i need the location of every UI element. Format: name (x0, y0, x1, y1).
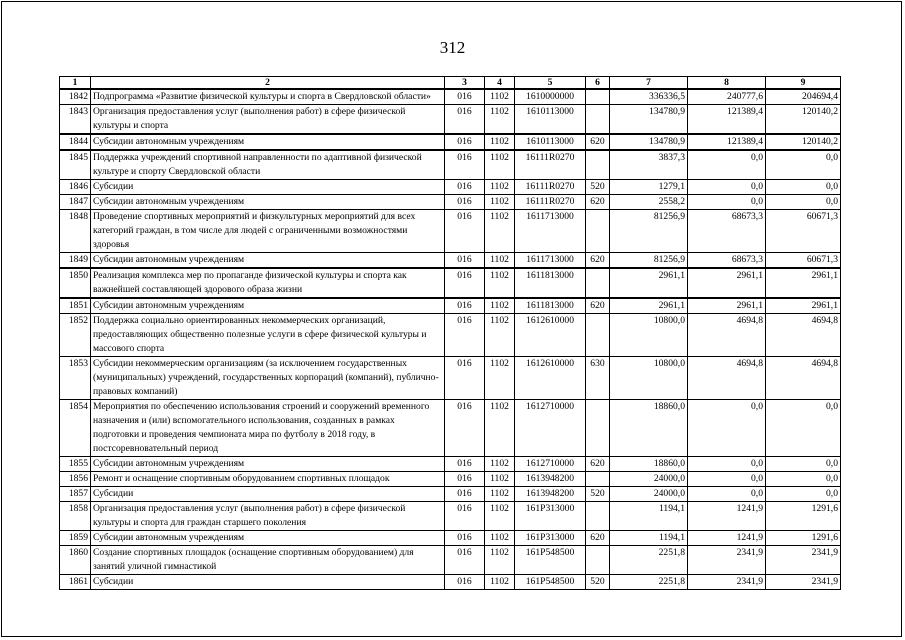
table-row (60, 150, 841, 180)
budget-table (59, 76, 841, 590)
table-row (60, 457, 841, 472)
amount-year2-cell: 0,0 (688, 180, 766, 195)
row-number-cell: 1853 (60, 357, 91, 400)
row-name-cell: Субсидии автономным учреждениям (91, 457, 445, 472)
amount-year1-cell: 134780,9 (610, 134, 688, 150)
section-code-cell: 1102 (485, 531, 515, 546)
row-name-cell: Субсидии автономным учреждениям (91, 253, 445, 269)
table-row (60, 357, 841, 400)
amount-year2-cell: 1241,9 (688, 531, 766, 546)
expense-type-cell: 620 (586, 457, 610, 472)
amount-year1-cell: 2961,1 (610, 298, 688, 314)
section-code-cell: 1102 (485, 487, 515, 502)
table-row (60, 180, 841, 195)
header-cell: 1 (60, 77, 91, 90)
expense-type-cell: 520 (586, 575, 610, 590)
amount-year1-cell: 1279,1 (610, 180, 688, 195)
target-article-cell: 16111R0270 (515, 150, 586, 180)
amount-year3-cell: 0,0 (766, 487, 841, 502)
amount-year2-cell: 0,0 (688, 457, 766, 472)
target-article-cell: 1610113000 (515, 105, 586, 135)
row-number-cell: 1859 (60, 531, 91, 546)
row-number-cell: 1856 (60, 472, 91, 487)
amount-year1-cell: 24000,0 (610, 472, 688, 487)
target-article-cell: 1611813000 (515, 298, 586, 314)
amount-year3-cell: 1291,6 (766, 531, 841, 546)
amount-year1-cell: 2558,2 (610, 195, 688, 210)
expense-type-cell: 620 (586, 134, 610, 150)
amount-year1-cell: 10800,0 (610, 357, 688, 400)
ministry-code-cell: 016 (445, 105, 485, 135)
row-name-cell: Поддержка учреждений спортивной направленности по адаптивной физической культуре и спорту Свердловской области (91, 150, 445, 180)
row-name-cell: Реализация комплекса мер по пропаганде физической культуры и спорта как важнейшей составляющей здорового образа жизни (91, 268, 445, 298)
row-number-cell: 1846 (60, 180, 91, 195)
row-number-cell: 1861 (60, 575, 91, 590)
row-number-cell: 1851 (60, 298, 91, 314)
expense-type-cell: 520 (586, 180, 610, 195)
section-code-cell: 1102 (485, 134, 515, 150)
header-cell: 4 (485, 77, 515, 90)
amount-year1-cell: 1194,1 (610, 502, 688, 531)
row-name-cell: Субсидии автономным учреждениям (91, 134, 445, 150)
row-name-cell: Проведение спортивных мероприятий и физкультурных мероприятий для всех категорий граждан, в том числе для людей с ограниченными возможностями здоровья (91, 210, 445, 253)
section-code-cell: 1102 (485, 575, 515, 590)
amount-year2-cell: 0,0 (688, 400, 766, 457)
amount-year2-cell: 1241,9 (688, 502, 766, 531)
target-article-cell: 16111R0270 (515, 180, 586, 195)
amount-year3-cell: 60671,3 (766, 253, 841, 269)
expense-type-cell (586, 268, 610, 298)
row-name-cell: Ремонт и оснащение спортивным оборудованием спортивных площадок (91, 472, 445, 487)
amount-year3-cell: 2961,1 (766, 268, 841, 298)
amount-year3-cell: 0,0 (766, 195, 841, 210)
amount-year1-cell: 18860,0 (610, 400, 688, 457)
row-name-cell: Субсидии автономным учреждениям (91, 195, 445, 210)
expense-type-cell (586, 546, 610, 575)
target-article-cell: 1611813000 (515, 268, 586, 298)
amount-year3-cell: 2961,1 (766, 298, 841, 314)
row-number-cell: 1857 (60, 487, 91, 502)
ministry-code-cell: 016 (445, 195, 485, 210)
row-number-cell: 1858 (60, 502, 91, 531)
header-cell: 9 (766, 77, 841, 90)
section-code-cell: 1102 (485, 502, 515, 531)
target-article-cell: 1612710000 (515, 457, 586, 472)
row-number-cell: 1845 (60, 150, 91, 180)
header-cell: 5 (515, 77, 586, 90)
amount-year2-cell: 121389,4 (688, 105, 766, 135)
expense-type-cell: 620 (586, 253, 610, 269)
row-number-cell: 1850 (60, 268, 91, 298)
amount-year2-cell: 2341,9 (688, 546, 766, 575)
amount-year2-cell: 68673,3 (688, 210, 766, 253)
amount-year2-cell: 121389,4 (688, 134, 766, 150)
row-number-cell: 1843 (60, 105, 91, 135)
ministry-code-cell: 016 (445, 298, 485, 314)
amount-year3-cell: 0,0 (766, 180, 841, 195)
target-article-cell: 161P313000 (515, 502, 586, 531)
section-code-cell: 1102 (485, 298, 515, 314)
amount-year2-cell: 0,0 (688, 150, 766, 180)
amount-year3-cell: 4694,8 (766, 314, 841, 357)
table-row (60, 314, 841, 357)
table-row (60, 268, 841, 298)
section-code-cell: 1102 (485, 180, 515, 195)
section-code-cell: 1102 (485, 400, 515, 457)
expense-type-cell: 520 (586, 487, 610, 502)
target-article-cell: 1612610000 (515, 314, 586, 357)
target-article-cell: 161P548500 (515, 575, 586, 590)
target-article-cell: 1611713000 (515, 253, 586, 269)
page-number: 312 (439, 38, 466, 57)
ministry-code-cell: 016 (445, 400, 485, 457)
row-number-cell: 1847 (60, 195, 91, 210)
section-code-cell: 1102 (485, 195, 515, 210)
ministry-code-cell: 016 (445, 502, 485, 531)
row-name-cell: Мероприятия по обеспечению использования строений и сооружений временного назначения и (или) вспомогательного использования, созданных в рамках подготовки и проведения чемпионата мира по футболу в 2018 году, в постсоревновательный период (91, 400, 445, 457)
header-cell: 3 (445, 77, 485, 90)
header-cell: 6 (586, 77, 610, 90)
amount-year3-cell: 120140,2 (766, 134, 841, 150)
table-row (60, 210, 841, 253)
amount-year1-cell: 134780,9 (610, 105, 688, 135)
header-cell: 8 (688, 77, 766, 90)
row-name-cell: Субсидии (91, 487, 445, 502)
table-row (60, 487, 841, 502)
target-article-cell: 1612610000 (515, 357, 586, 400)
amount-year1-cell: 1194,1 (610, 531, 688, 546)
amount-year3-cell: 2341,9 (766, 575, 841, 590)
row-name-cell: Субсидии автономным учреждениям (91, 531, 445, 546)
row-name-cell: Подпрограмма «Развитие физической культуры и спорта в Свердловской области» (91, 89, 445, 105)
row-name-cell: Создание спортивных площадок (оснащение спортивным оборудованием) для занятий уличной гимнастикой (91, 546, 445, 575)
section-code-cell: 1102 (485, 105, 515, 135)
amount-year3-cell: 2341,9 (766, 546, 841, 575)
amount-year3-cell: 0,0 (766, 400, 841, 457)
row-name-cell: Субсидии (91, 575, 445, 590)
expense-type-cell (586, 210, 610, 253)
ministry-code-cell: 016 (445, 253, 485, 269)
ministry-code-cell: 016 (445, 210, 485, 253)
expense-type-cell (586, 150, 610, 180)
ministry-code-cell: 016 (445, 89, 485, 105)
amount-year3-cell: 4694,8 (766, 357, 841, 400)
table-row (60, 298, 841, 314)
amount-year1-cell: 3837,3 (610, 150, 688, 180)
header-cell: 2 (91, 77, 445, 90)
table-row (60, 575, 841, 590)
amount-year3-cell: 0,0 (766, 457, 841, 472)
amount-year1-cell: 2251,8 (610, 546, 688, 575)
table-row (60, 134, 841, 150)
ministry-code-cell: 016 (445, 180, 485, 195)
amount-year2-cell: 240777,6 (688, 89, 766, 105)
amount-year2-cell: 0,0 (688, 195, 766, 210)
expense-type-cell: 620 (586, 195, 610, 210)
expense-type-cell: 620 (586, 298, 610, 314)
ministry-code-cell: 016 (445, 531, 485, 546)
row-number-cell: 1855 (60, 457, 91, 472)
section-code-cell: 1102 (485, 314, 515, 357)
section-code-cell: 1102 (485, 457, 515, 472)
table-row (60, 89, 841, 105)
table-row (60, 546, 841, 575)
row-name-cell: Организация предоставления услуг (выполнения работ) в сфере физической культуры и спорта для граждан старшего поколения (91, 502, 445, 531)
row-name-cell: Субсидии автономным учреждениям (91, 298, 445, 314)
ministry-code-cell: 016 (445, 575, 485, 590)
amount-year2-cell: 4694,8 (688, 357, 766, 400)
ministry-code-cell: 016 (445, 472, 485, 487)
amount-year3-cell: 1291,6 (766, 502, 841, 531)
target-article-cell: 1610113000 (515, 134, 586, 150)
ministry-code-cell: 016 (445, 487, 485, 502)
expense-type-cell (586, 400, 610, 457)
expense-type-cell (586, 89, 610, 105)
row-name-cell: Субсидии (91, 180, 445, 195)
amount-year1-cell: 336336,5 (610, 89, 688, 105)
section-code-cell: 1102 (485, 472, 515, 487)
amount-year1-cell: 2961,1 (610, 268, 688, 298)
row-name-cell: Организация предоставления услуг (выполнения работ) в сфере физической культуры и спорта (91, 105, 445, 135)
section-code-cell: 1102 (485, 150, 515, 180)
amount-year2-cell: 68673,3 (688, 253, 766, 269)
row-number-cell: 1844 (60, 134, 91, 150)
target-article-cell: 161P548500 (515, 546, 586, 575)
amount-year1-cell: 2251,8 (610, 575, 688, 590)
table-row (60, 531, 841, 546)
ministry-code-cell: 016 (445, 314, 485, 357)
amount-year3-cell: 0,0 (766, 150, 841, 180)
target-article-cell: 1610000000 (515, 89, 586, 105)
row-number-cell: 1849 (60, 253, 91, 269)
amount-year3-cell: 0,0 (766, 472, 841, 487)
amount-year2-cell: 2341,9 (688, 575, 766, 590)
amount-year3-cell: 120140,2 (766, 105, 841, 135)
row-number-cell: 1848 (60, 210, 91, 253)
expense-type-cell: 620 (586, 531, 610, 546)
amount-year1-cell: 81256,9 (610, 210, 688, 253)
expense-type-cell (586, 314, 610, 357)
amount-year2-cell: 2961,1 (688, 268, 766, 298)
amount-year3-cell: 204694,4 (766, 89, 841, 105)
row-number-cell: 1860 (60, 546, 91, 575)
expense-type-cell (586, 502, 610, 531)
target-article-cell: 1611713000 (515, 210, 586, 253)
table-row (60, 105, 841, 135)
expense-type-cell (586, 105, 610, 135)
amount-year2-cell: 0,0 (688, 487, 766, 502)
target-article-cell: 1613948200 (515, 472, 586, 487)
header-row (60, 77, 841, 90)
table-row (60, 400, 841, 457)
ministry-code-cell: 016 (445, 546, 485, 575)
row-number-cell: 1854 (60, 400, 91, 457)
ministry-code-cell: 016 (445, 268, 485, 298)
section-code-cell: 1102 (485, 253, 515, 269)
ministry-code-cell: 016 (445, 457, 485, 472)
row-number-cell: 1842 (60, 89, 91, 105)
table-row (60, 195, 841, 210)
section-code-cell: 1102 (485, 546, 515, 575)
ministry-code-cell: 016 (445, 134, 485, 150)
target-article-cell: 1613948200 (515, 487, 586, 502)
section-code-cell: 1102 (485, 210, 515, 253)
header-cell: 7 (610, 77, 688, 90)
table-row (60, 253, 841, 269)
target-article-cell: 1612710000 (515, 400, 586, 457)
section-code-cell: 1102 (485, 89, 515, 105)
expense-type-cell (586, 472, 610, 487)
ministry-code-cell: 016 (445, 150, 485, 180)
amount-year2-cell: 4694,8 (688, 314, 766, 357)
section-code-cell: 1102 (485, 268, 515, 298)
amount-year1-cell: 24000,0 (610, 487, 688, 502)
amount-year1-cell: 81256,9 (610, 253, 688, 269)
amount-year1-cell: 10800,0 (610, 314, 688, 357)
table-row (60, 472, 841, 487)
table-row (60, 502, 841, 531)
amount-year1-cell: 18860,0 (610, 457, 688, 472)
row-name-cell: Поддержка социально ориентированных некоммерческих организаций, предоставляющих общественно полезные услуги в сфере физической культуры и массового спорта (91, 314, 445, 357)
target-article-cell: 16111R0270 (515, 195, 586, 210)
amount-year2-cell: 0,0 (688, 472, 766, 487)
amount-year3-cell: 60671,3 (766, 210, 841, 253)
target-article-cell: 161P313000 (515, 531, 586, 546)
amount-year2-cell: 2961,1 (688, 298, 766, 314)
ministry-code-cell: 016 (445, 357, 485, 400)
section-code-cell: 1102 (485, 357, 515, 400)
row-name-cell: Субсидии некоммерческим организациям (за исключением государственных (муниципальных) учреждений, государственных корпораций (компаний), публично-правовых компаний) (91, 357, 445, 400)
expense-type-cell: 630 (586, 357, 610, 400)
row-number-cell: 1852 (60, 314, 91, 357)
